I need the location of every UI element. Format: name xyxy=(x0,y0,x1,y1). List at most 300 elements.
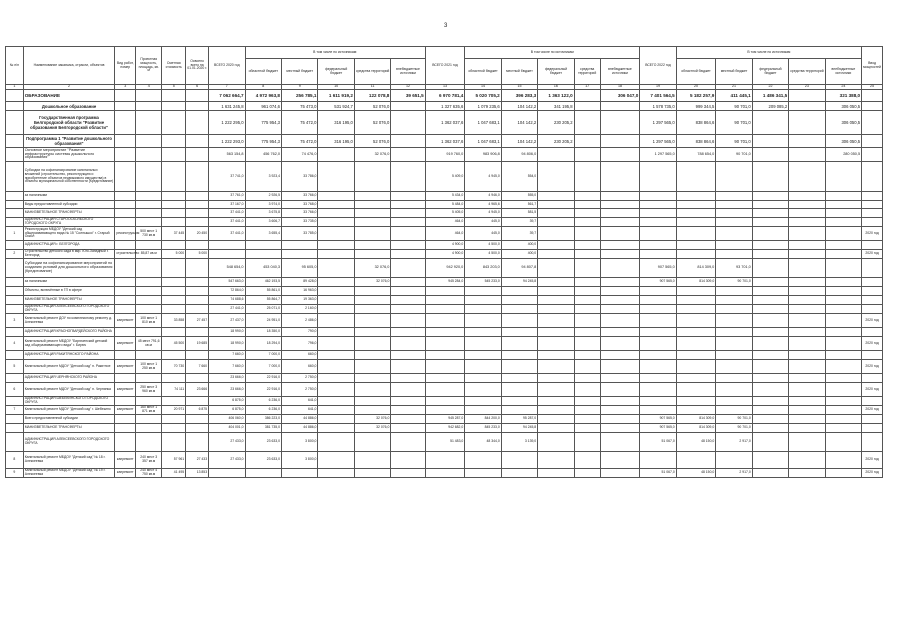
table-cell: 7 660,0 xyxy=(209,351,245,360)
table-cell xyxy=(676,192,716,201)
table-cell xyxy=(789,397,825,406)
table-cell xyxy=(574,162,600,192)
index-cell: 17 xyxy=(574,85,600,90)
table-cell xyxy=(425,383,465,397)
table-cell xyxy=(425,287,465,296)
table-cell: 1 222 293,0 xyxy=(209,135,245,148)
table-cell xyxy=(600,397,640,406)
table-cell xyxy=(115,218,136,227)
index-cell: 1 xyxy=(6,85,24,90)
table-cell xyxy=(186,433,209,452)
table-cell: 942 920,0 xyxy=(425,259,465,278)
table-cell xyxy=(862,192,883,201)
table-cell xyxy=(538,162,574,192)
table-cell: 341 195,8 xyxy=(538,102,574,111)
table-cell xyxy=(391,397,425,406)
table-cell xyxy=(752,424,788,433)
table-cell xyxy=(538,278,574,287)
table-cell: 1 327 635,6 xyxy=(425,102,465,111)
table-cell: 122 078,8 xyxy=(354,90,390,102)
table-cell: 44 886,0 xyxy=(281,424,317,433)
table-cell: 1 486 341,5 xyxy=(752,90,788,102)
table-cell xyxy=(391,227,425,241)
table-cell xyxy=(354,287,390,296)
table-cell xyxy=(6,90,24,102)
table-cell xyxy=(391,374,425,383)
table-cell: 33 766,0 xyxy=(281,209,317,218)
table-cell xyxy=(162,305,186,314)
table-cell xyxy=(752,415,788,424)
table-cell xyxy=(538,148,574,162)
table-cell xyxy=(354,433,390,452)
table-cell xyxy=(162,201,186,209)
table-cell: 32 076,0 xyxy=(354,415,390,424)
table-cell xyxy=(789,287,825,296)
table-cell: 104 142,2 xyxy=(501,111,537,135)
table-cell xyxy=(752,111,788,135)
table-cell xyxy=(136,192,162,201)
table-cell: 5 434,0 xyxy=(425,192,465,201)
row-title-cell: АДМИНИСТРАЦИЯ КРАСНОГВАРДЕЙСКОГО РАЙОНА xyxy=(23,328,115,337)
table-cell xyxy=(789,351,825,360)
table-cell xyxy=(186,209,209,218)
table-cell xyxy=(825,424,861,433)
table-cell xyxy=(162,90,186,102)
row-title-cell: АДМИНИСТРАЦИЯ АЛЕКСЕЕВСКОГО ГОРОДСКОГО ОКРУГА xyxy=(23,305,115,314)
table-cell: капремонт xyxy=(115,314,136,328)
header-cell: внебюджетные источники xyxy=(825,59,861,85)
table-cell xyxy=(136,162,162,192)
table-cell: 8 xyxy=(6,452,24,469)
table-cell: 37 741,0 xyxy=(209,162,245,192)
index-cell: 9 xyxy=(281,85,317,90)
row-title-cell: МАНИЗВЕТЕЛЬНОЕ ТРАНСФЕРТЫ xyxy=(23,296,115,305)
table-cell xyxy=(676,406,716,415)
table-cell: 381 735,0 xyxy=(245,424,281,433)
table-cell: капремонт xyxy=(115,337,136,351)
table-cell: капремонт xyxy=(115,406,136,415)
table-row xyxy=(6,424,883,433)
table-cell xyxy=(162,424,186,433)
table-cell xyxy=(186,192,209,201)
table-cell xyxy=(115,351,136,360)
header-cell: федеральный бюджет xyxy=(318,59,354,85)
table-cell xyxy=(574,148,600,162)
table-cell xyxy=(318,218,354,227)
table-cell xyxy=(752,148,788,162)
table-cell xyxy=(501,314,537,328)
table-cell xyxy=(640,250,676,259)
table-cell xyxy=(600,314,640,328)
table-cell xyxy=(136,433,162,452)
table-row xyxy=(6,415,883,424)
table-cell xyxy=(354,241,390,250)
table-cell xyxy=(115,305,136,314)
table-cell xyxy=(600,433,640,452)
table-cell: 160 мест 1 871 кв.м xyxy=(136,406,162,415)
table-cell xyxy=(676,287,716,296)
table-cell xyxy=(716,351,752,360)
table-cell xyxy=(354,314,390,328)
table-cell: 94 245,8 xyxy=(501,424,537,433)
table-cell xyxy=(789,135,825,148)
row-title-cell: Виды предоставленной субсидии xyxy=(23,201,115,209)
table-cell xyxy=(640,397,676,406)
table-cell: 563 154,8 xyxy=(209,148,245,162)
table-cell: 7 660,0 xyxy=(209,360,245,374)
table-cell xyxy=(354,209,390,218)
table-cell xyxy=(676,209,716,218)
table-cell xyxy=(789,328,825,337)
table-cell: 545 233,0 xyxy=(465,278,501,287)
table-cell xyxy=(789,469,825,478)
table-cell xyxy=(574,250,600,259)
index-cell: 5 xyxy=(162,85,186,90)
row-title-cell: Капитальный ремонт ДОУ по комплексному ремонту д. Алексеевка xyxy=(23,314,115,328)
table-cell xyxy=(825,201,861,209)
table-cell: 25 071,0 xyxy=(245,305,281,314)
table-cell xyxy=(825,162,861,192)
table-cell: 4 500,0 xyxy=(465,241,501,250)
table-cell xyxy=(640,227,676,241)
index-cell: 8 xyxy=(245,85,281,90)
table-cell xyxy=(825,209,861,218)
table-cell xyxy=(640,241,676,250)
table-cell xyxy=(318,406,354,415)
table-cell xyxy=(391,111,425,135)
table-cell: 27 437,0 xyxy=(209,314,245,328)
table-cell: 1 047 683,1 xyxy=(465,111,501,135)
table-row xyxy=(6,241,883,250)
table-cell xyxy=(354,406,390,415)
row-title-cell: Капитальный ремонт МБДОУ "Бирюченский детский сад общеразвивающего вида" г. Бирюч xyxy=(23,337,115,351)
table-cell xyxy=(425,374,465,383)
table-cell xyxy=(574,314,600,328)
table-cell xyxy=(354,337,390,351)
row-title-cell: за наличными xyxy=(23,192,115,201)
table-cell xyxy=(600,241,640,250)
index-cell: 2 xyxy=(23,85,115,90)
table-cell: 23 666 xyxy=(186,383,209,397)
table-cell xyxy=(640,337,676,351)
table-cell xyxy=(825,452,861,469)
header-cell: средства территорий xyxy=(789,59,825,85)
table-cell xyxy=(640,328,676,337)
table-cell xyxy=(825,218,861,227)
table-cell xyxy=(136,241,162,250)
table-cell xyxy=(676,250,716,259)
table-cell: 20 450 xyxy=(186,227,209,241)
index-cell: 16 xyxy=(538,85,574,90)
table-cell: 555,0 xyxy=(501,192,537,201)
table-cell xyxy=(574,241,600,250)
table-cell xyxy=(640,452,676,469)
table-cell xyxy=(538,415,574,424)
table-cell xyxy=(789,314,825,328)
table-cell xyxy=(6,424,24,433)
index-cell: 3 xyxy=(115,85,136,90)
table-cell xyxy=(6,374,24,383)
table-cell xyxy=(186,415,209,424)
row-title-cell: Строительство детского сада в мкр. Юго-Западный г. Белгород xyxy=(23,250,115,259)
table-cell xyxy=(862,218,883,227)
table-cell xyxy=(391,135,425,148)
table-cell: 907 565,0 xyxy=(640,259,676,278)
table-cell: 7 660 xyxy=(186,360,209,374)
table-cell xyxy=(789,278,825,287)
table-cell xyxy=(825,305,861,314)
table-row xyxy=(6,162,883,192)
table-row xyxy=(6,227,883,241)
table-cell: 3 974,0 xyxy=(245,201,281,209)
table-cell xyxy=(676,218,716,227)
table-cell xyxy=(162,397,186,406)
table-cell xyxy=(391,383,425,397)
table-cell: 3 675,8 xyxy=(245,209,281,218)
table-cell: капремонт xyxy=(115,469,136,478)
table-cell xyxy=(676,397,716,406)
table-cell xyxy=(209,241,245,250)
table-cell xyxy=(538,296,574,305)
table-cell xyxy=(538,305,574,314)
header-cell: Вид работ, номер xyxy=(115,47,136,85)
table-cell xyxy=(789,192,825,201)
table-cell xyxy=(640,360,676,374)
table-cell xyxy=(318,209,354,218)
table-cell xyxy=(318,278,354,287)
table-cell: 37 441,0 xyxy=(209,227,245,241)
index-cell: 4 xyxy=(136,85,162,90)
table-cell: 2 750,0 xyxy=(281,383,317,397)
table-cell xyxy=(789,296,825,305)
table-cell: 400,0 xyxy=(501,241,537,250)
table-cell xyxy=(186,90,209,102)
table-cell xyxy=(6,287,24,296)
table-cell xyxy=(716,162,752,192)
header-cell: Освоено всего на 01.01.2020 г. xyxy=(186,47,209,85)
table-cell xyxy=(136,287,162,296)
table-cell xyxy=(115,90,136,102)
table-row xyxy=(6,406,883,415)
table-cell xyxy=(574,305,600,314)
table-cell: 52 076,0 xyxy=(354,135,390,148)
table-cell xyxy=(115,148,136,162)
table-cell xyxy=(752,259,788,278)
table-cell: 6 875 xyxy=(186,406,209,415)
table-cell xyxy=(354,227,390,241)
table-cell: капремонт xyxy=(115,452,136,469)
table-cell xyxy=(600,135,640,148)
table-cell xyxy=(640,218,676,227)
table-cell xyxy=(640,192,676,201)
table-cell xyxy=(136,209,162,218)
table-cell xyxy=(6,433,24,452)
table-cell xyxy=(186,328,209,337)
table-cell xyxy=(538,218,574,227)
table-cell xyxy=(425,360,465,374)
table-cell xyxy=(162,415,186,424)
table-cell xyxy=(6,111,24,135)
table-cell xyxy=(574,374,600,383)
table-cell xyxy=(862,209,883,218)
table-cell xyxy=(281,250,317,259)
header-cell: местный бюджет xyxy=(501,59,537,85)
table-cell xyxy=(600,415,640,424)
table-cell: 33 786,0 xyxy=(281,162,317,192)
table-cell xyxy=(425,337,465,351)
table-cell: 316 195,0 xyxy=(318,135,354,148)
table-cell xyxy=(574,111,600,135)
table-cell xyxy=(716,305,752,314)
table-cell xyxy=(318,337,354,351)
row-title-cell: Объекты, включённые в ГП в сфере xyxy=(23,287,115,296)
table-cell: 27 433 xyxy=(186,452,209,469)
table-cell xyxy=(752,314,788,328)
table-cell xyxy=(354,360,390,374)
table-cell xyxy=(6,259,24,278)
table-cell xyxy=(318,397,354,406)
table-cell: 4 500,0 xyxy=(465,250,501,259)
table-cell: 5 405,0 xyxy=(425,209,465,218)
index-cell: 23 xyxy=(789,85,825,90)
table-cell xyxy=(676,374,716,383)
table-cell xyxy=(716,250,752,259)
table-cell: 3 xyxy=(6,314,24,328)
table-cell: 316 195,0 xyxy=(318,111,354,135)
table-cell: 306 050,5 xyxy=(825,111,861,135)
table-cell: 4 xyxy=(6,337,24,351)
table-cell: 39,7 xyxy=(501,227,537,241)
table-cell xyxy=(115,201,136,209)
table-cell xyxy=(501,406,537,415)
table-row xyxy=(6,250,883,259)
table-cell xyxy=(136,201,162,209)
table-cell xyxy=(640,209,676,218)
table-cell xyxy=(600,383,640,397)
table-cell xyxy=(538,469,574,478)
table-cell: 5 000 xyxy=(186,250,209,259)
header-cell: средства территорий xyxy=(354,59,390,85)
table-cell xyxy=(318,296,354,305)
table-cell xyxy=(789,241,825,250)
table-cell: 37 441,0 xyxy=(209,218,245,227)
table-cell xyxy=(6,102,24,111)
table-cell xyxy=(789,111,825,135)
table-cell xyxy=(676,452,716,469)
table-cell xyxy=(862,162,883,192)
table-cell: 2 160,0 xyxy=(281,305,317,314)
table-row xyxy=(6,314,883,328)
table-cell: 4 945,0 xyxy=(465,209,501,218)
row-title-cell: Основное мероприятие "Развитие инфраструктуры системы дошкольного образования" xyxy=(23,148,115,162)
table-cell xyxy=(391,201,425,209)
table-cell: 94 245,8 xyxy=(501,278,537,287)
table-cell: 90 701,0 xyxy=(716,278,752,287)
table-cell xyxy=(676,296,716,305)
table-cell xyxy=(136,135,162,148)
table-cell xyxy=(600,227,640,241)
table-cell xyxy=(136,102,162,111)
table-cell: 18 294,0 xyxy=(245,337,281,351)
table-cell: 406 060,0 xyxy=(209,415,245,424)
table-cell xyxy=(716,397,752,406)
table-cell: 70 730 xyxy=(162,360,186,374)
table-cell xyxy=(862,111,883,135)
table-cell: 104 142,2 xyxy=(501,135,537,148)
table-cell: 7 000,0 xyxy=(245,351,281,360)
table-cell xyxy=(162,433,186,452)
table-row xyxy=(6,209,883,218)
table-cell: 814 309,0 xyxy=(676,424,716,433)
index-cell: 24 xyxy=(825,85,861,90)
table-cell xyxy=(318,351,354,360)
table-cell: 44 886,0 xyxy=(281,415,317,424)
table-cell: 838 864,6 xyxy=(676,111,716,135)
table-cell xyxy=(354,351,390,360)
table-cell: 814 309,0 xyxy=(676,415,716,424)
table-cell xyxy=(391,162,425,192)
header-cell: областной бюджет xyxy=(245,59,281,85)
table-cell: 33 785,0 xyxy=(281,227,317,241)
table-cell xyxy=(862,241,883,250)
table-cell: 5 182 257,9 xyxy=(676,90,716,102)
table-cell: 1 362 037,6 xyxy=(425,135,465,148)
table-cell: 27 457 xyxy=(186,314,209,328)
table-cell xyxy=(640,305,676,314)
table-cell: 386 223,0 xyxy=(245,415,281,424)
table-cell xyxy=(136,328,162,337)
table-cell: 75 472,0 xyxy=(281,135,317,148)
row-title-cell: Государственная программа Белгородской области "Развитие образования Белгородской области" xyxy=(23,111,115,135)
table-cell xyxy=(115,374,136,383)
table-cell: 500 мест 1 730 кв.м xyxy=(136,227,162,241)
table-cell xyxy=(600,374,640,383)
table-cell: 90 701,0 xyxy=(716,102,752,111)
table-cell: 74 476,0 xyxy=(281,148,317,162)
table-cell: 456 762,0 xyxy=(245,148,281,162)
table-cell: 6 xyxy=(6,383,24,397)
table-cell xyxy=(465,374,501,383)
table-cell xyxy=(115,241,136,250)
table-cell xyxy=(752,328,788,337)
row-title-cell: ОБРАЗОВАНИЕ xyxy=(23,90,115,102)
table-cell xyxy=(318,383,354,397)
table-cell: 32 076,0 xyxy=(354,424,390,433)
table-cell xyxy=(391,351,425,360)
table-cell xyxy=(716,374,752,383)
table-cell xyxy=(600,102,640,111)
table-cell xyxy=(789,218,825,227)
table-cell xyxy=(676,383,716,397)
table-cell: 942 682,0 xyxy=(425,424,465,433)
table-cell xyxy=(825,296,861,305)
index-cell: 6 xyxy=(186,85,209,90)
table-cell xyxy=(752,201,788,209)
table-cell xyxy=(354,397,390,406)
table-cell: 462 193,5 xyxy=(245,278,281,287)
table-cell: 554,0 xyxy=(501,162,537,192)
table-cell xyxy=(825,469,861,478)
row-title-cell: АДМИНИСТРАЦИЯ АЛЕКСЕЕВСКОГО ГОРОДСКОГО ОКРУГА xyxy=(23,433,115,452)
header-cell: ВСЕГО 2021 год xyxy=(425,47,465,85)
row-title-cell: Капитальный ремонт МБДОУ "Детский сад" № 19 г. Алексеевка xyxy=(23,469,115,478)
table-cell: 2020 год xyxy=(862,314,883,328)
table-cell: 23 666,0 xyxy=(209,374,245,383)
table-cell xyxy=(136,305,162,314)
table-cell xyxy=(676,227,716,241)
table-cell xyxy=(465,397,501,406)
table-cell: 919 760,0 xyxy=(425,148,465,162)
